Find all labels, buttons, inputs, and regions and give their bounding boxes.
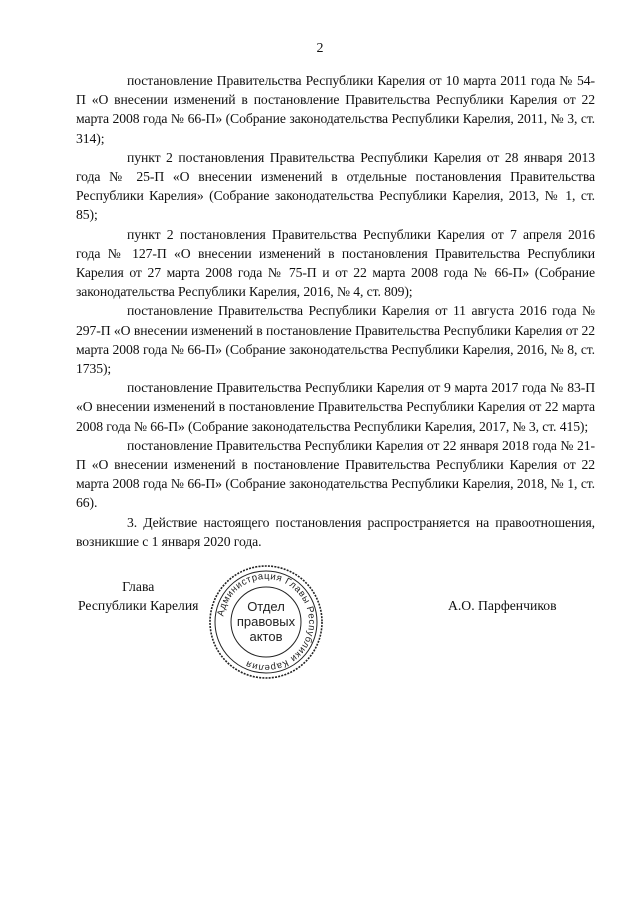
paragraph: пункт 2 постановления Правительства Республики Карелия от 7 апреля 2016 года № 127-П «О внесении изменений в постановления Правительства Республики Карелия от 27 марта 2008 года № 75-П и от 22 марта 2008 года № 66-П» (Собрание законодательства Республики Карелия, 2016, № 4, ст. 809);: [76, 226, 595, 300]
paragraph: постановление Правительства Республики Карелия от 9 марта 2017 года № 83-П «О внесении изменений в постановление Правительства Республики Карелия от 22 марта 2008 года № 66-П» (Собрание законодательства Республики Карелия, 2017, № 3, ст. 415);: [76, 380, 595, 434]
paragraph: постановление Правительства Республики Карелия от 22 января 2018 года № 21-П «О внесении изменений в постановление Правительства Республики Карелия от 22 марта 2008 года № 66-П» (Собрание законодательства Республики Карелия, 2018, № 1, ст. 66).: [76, 437, 595, 511]
stamp-ring-text-path: Администрация Главы Республики Карелия: [215, 570, 318, 674]
paragraph: постановление Правительства Республики Карелия от 11 августа 2016 года № 297-П «О внесении изменений в постановление Правительства Республики Карелия от 22 марта 2008 года № 66-П» (Собрание законодательства Республики Карелия, 2016, № 8, ст. 1735);: [76, 303, 595, 377]
stamp-center-line: актов: [249, 629, 283, 644]
official-stamp: [207, 563, 325, 681]
signatory-title-line: Республики Карелия: [78, 598, 199, 613]
stamp-center-line: правовых: [236, 614, 296, 629]
paragraph: пункт 2 постановления Правительства Республики Карелия от 28 января 2013 года № 25-П «О внесении изменений в отдельные постановления Правительства Республики Карелия» (Собрание законодательства Республики Карелия, 2013, № 1, ст. 85);: [76, 149, 595, 223]
page-number: 2: [316, 41, 324, 56]
signatory-name: А.О. Парфенчиков: [448, 598, 557, 613]
signature-block: [0, 563, 640, 673]
paragraph-effective-date: 3. Действие настоящего постановления распространяется на правоотношения, возникшие с 1 января 2020 года.: [76, 514, 595, 549]
signatory-title: [78, 577, 198, 615]
document-body: [76, 71, 595, 551]
stamp-center-line: Отдел: [247, 599, 285, 614]
paragraph: постановление Правительства Республики Карелия от 10 марта 2011 года № 54-П «О внесении изменений в постановление Правительства Республики Карелия от 22 марта 2008 года № 66-П» (Собрание законодательства Республики Карелия, 2011, № 3, ст. 314);: [76, 73, 595, 146]
signatory-title-line: Глава: [122, 579, 155, 594]
